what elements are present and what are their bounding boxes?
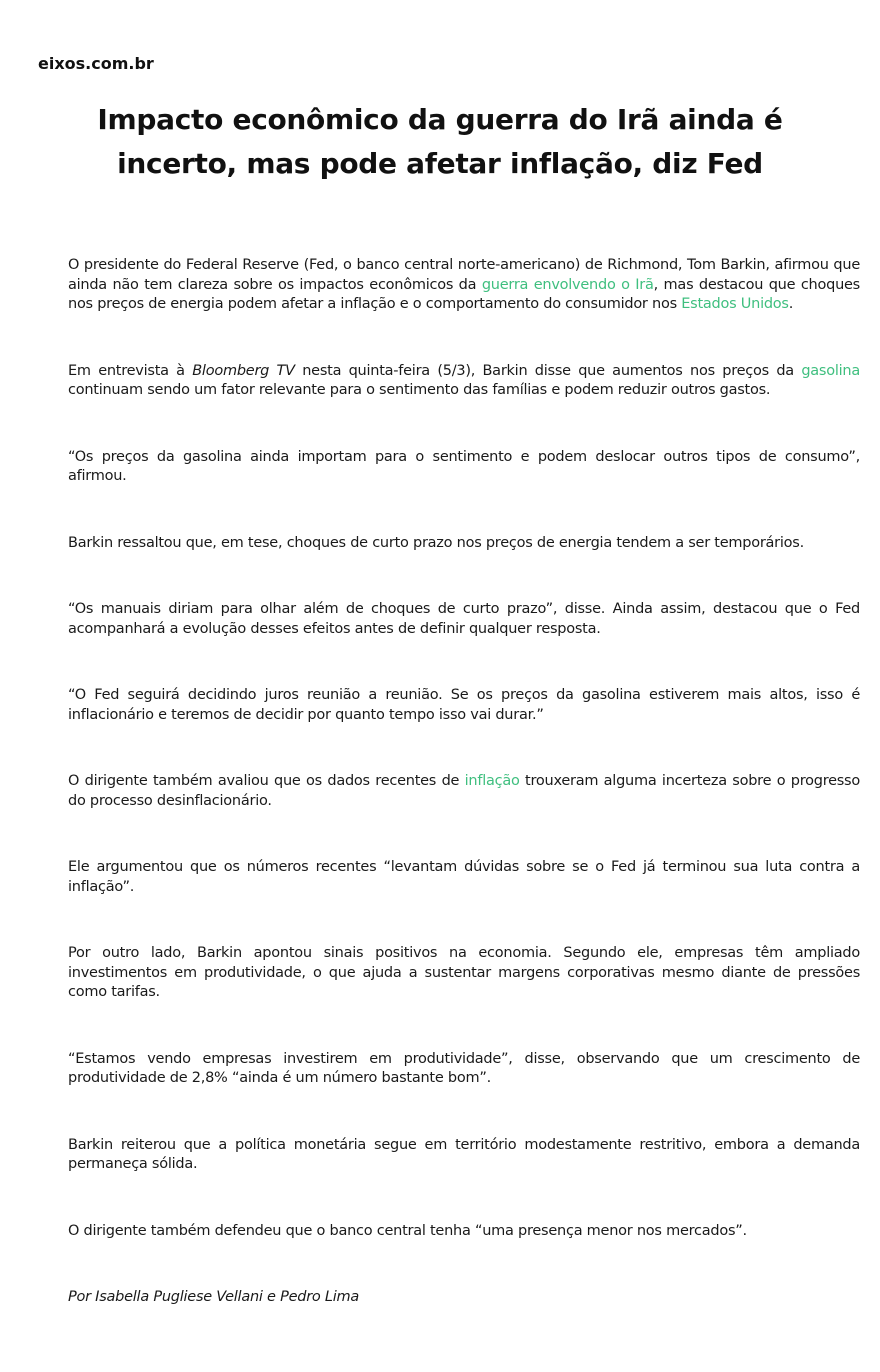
paragraph-7-text-b: trouxeram alguma incerteza sobre o progresso do processo desinflacionário. — [68, 773, 860, 809]
paragraph-2-text-c: continuam sendo um fator relevante para o sentimento das famílias e podem reduzir outros gastos. — [68, 382, 771, 398]
article-body — [68, 256, 860, 1308]
bloomberg-tv-mention: Bloomberg TV — [192, 362, 295, 379]
paragraph-1-text-c: . — [788, 296, 794, 312]
paragraph-5: “Os manuais diriam para olhar além de choques de curto prazo”, disse. Ainda assim, destacou que o Fed acompanhará a evolução desses efeitos antes de definir qualquer resposta. — [68, 601, 860, 637]
paragraph-7 — [68, 772, 860, 811]
paragraph-8: Ele argumentou que os números recentes “levantam dúvidas sobre se o Fed já terminou sua luta contra a inflação”. — [68, 859, 860, 895]
paragraph-7-text-a: O dirigente também avaliou que os dados recentes de — [68, 773, 465, 789]
paragraph-3: “Os preços da gasolina ainda importam para o sentimento e podem deslocar outros tipos de consumo”, afirmou. — [68, 448, 860, 484]
paragraph-2 — [68, 362, 860, 401]
paragraph-12: O dirigente também defendeu que o banco central tenha “uma presença menor nos mercados”. — [68, 1222, 747, 1239]
link-estados-unidos[interactable]: Estados Unidos — [681, 296, 789, 312]
paragraph-10: “Estamos vendo empresas investirem em produtividade”, disse, observando que um crescimento de produtividade de 2,8% “ainda é um número bastante bom”. — [68, 1050, 860, 1086]
site-name: eixos.com.br — [38, 54, 154, 73]
paragraph-2-text-a: Em entrevista à — [68, 362, 193, 379]
paragraph-9: Por outro lado, Barkin apontou sinais positivos na economia. Segundo ele, empresas têm ampliado investimentos em produtividade, o que ajuda a sustentar margens corporativas mesmo diante de pressões como tarifas. — [68, 945, 860, 1000]
paragraph-1-text-a: O presidente do Federal Reserve (Fed, o banco central norte-americano) de Richmond, Tom Barkin, afirmou que ainda não tem clareza sobre os impactos econômicos da — [68, 257, 860, 293]
link-inflacao[interactable]: inflação — [464, 773, 520, 789]
paragraph-4: Barkin ressaltou que, em tese, choques de curto prazo nos preços de energia tendem a ser temporários. — [68, 534, 804, 551]
link-guerra-ira[interactable]: guerra envolvendo o Irã — [481, 276, 654, 293]
article-byline: Por Isabella Pugliese Vellani e Pedro Lima — [68, 1289, 359, 1305]
paragraph-6: “O Fed seguirá decidindo juros reunião a reunião. Se os preços da gasolina estiverem mais altos, isso é inflacionário e teremos de decidir por quanto tempo isso vai durar.” — [68, 687, 860, 723]
paragraph-11: Barkin reiterou que a política monetária segue em território modestamente restritivo, embora a demanda permaneça sólida. — [68, 1136, 860, 1172]
paragraph-1-text-b: , mas destacou que choques nos preços de energia podem afetar a inflação e o comportamento do consumidor nos — [68, 276, 860, 312]
link-gasolina[interactable]: gasolina — [801, 362, 860, 379]
article-headline: Impacto econômico da guerra do Irã ainda é incerto, mas pode afetar inflação, diz Fed — [97, 103, 783, 180]
paragraph-2-text-b: nesta quinta-feira (5/3), Barkin disse que aumentos nos preços da — [294, 362, 802, 379]
paragraph-1 — [68, 256, 860, 315]
